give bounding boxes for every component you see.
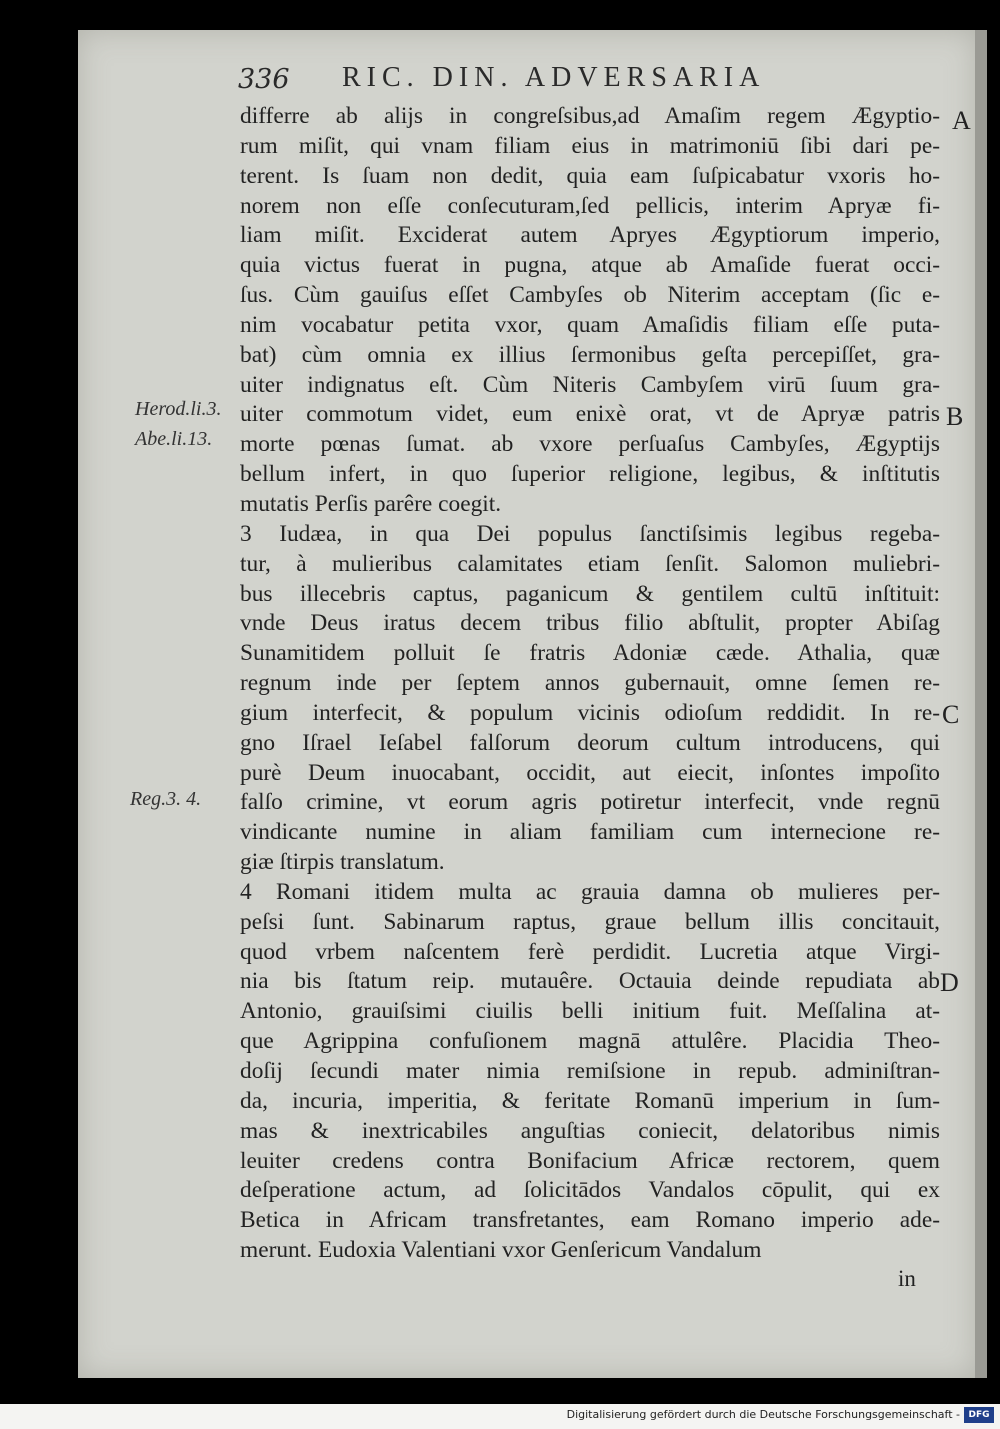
- text-line: nim vocabatur petita vxor, quam Amaſidis filiam eſſe puta-: [240, 311, 940, 338]
- page-edge: [975, 30, 987, 1378]
- margin-note-abel: Abe.li.13.: [135, 428, 213, 450]
- text-line: morte pœnas ſumat. ab vxore perſuaſus Cambyſes, Ægyptijs: [240, 431, 940, 458]
- text-line: peſsi ſunt. Sabinarum raptus, graue bellum illis concitauit,: [240, 908, 940, 935]
- text-line: uiter indignatus eſt. Cùm Niteris Cambyſem virū ſuum gra-: [240, 371, 940, 398]
- text-line: regnum inde per ſeptem annos gubernauit, omne ſemen re-: [240, 670, 940, 697]
- text-line: purè Deum inuocabant, occidit, aut eiecit, inſontes impoſito: [240, 759, 940, 786]
- text-line: bellum infert, in quo ſuperior religione, legibus, & inſtitutis: [240, 461, 940, 488]
- dfg-logo: DFG: [964, 1407, 994, 1423]
- text-line: rum miſit, qui vnam filiam eius in matrimoniū ſibi dari pe-: [240, 132, 940, 159]
- text-line: nia bis ſtatum reip. mutauêre. Octauia deinde repudiata ab: [240, 968, 940, 995]
- text-line: uiter commotum videt, eum enixè orat, vt de Apryæ patris: [240, 401, 940, 428]
- catchword: in: [898, 1266, 916, 1291]
- text-line: doſij ſecundi mater nimia remiſsione in repub. adminiſtran-: [240, 1058, 940, 1084]
- text-line: gium interfecit, & populum vicinis odioſum reddidit. In re-: [240, 699, 940, 726]
- page-header: [238, 62, 838, 102]
- text-line: falſo crimine, vt eorum agris potiretur interfecit, vnde regnū: [240, 789, 940, 816]
- text-line: liam miſit. Exciderat autem Apryes Ægyptiorum imperio,: [240, 222, 940, 249]
- page-number: 336: [238, 64, 290, 95]
- text-line: differre ab alijs in congreſsibus,ad Amaſim regem Ægyptio-: [240, 103, 940, 129]
- text-line: deſperatione actum, ad ſolicitādos Vandalos cōpulit, qui ex: [240, 1177, 940, 1204]
- section-letter-b: B: [946, 402, 964, 431]
- margin-note-herodotus: Herod.li.3.: [135, 398, 222, 420]
- section-letter-d: D: [940, 968, 959, 997]
- text-line: Antonio, grauiſsimi ciuilis belli initium fuit. Meſſalina at-: [240, 998, 940, 1025]
- section-letter-c: C: [942, 700, 960, 729]
- body-text: [240, 102, 940, 1266]
- text-line: 3 Iudæa, in qua Dei populus ſanctiſsimis legibus regeba-: [240, 520, 940, 547]
- running-title: RIC. DIN. ADVERSARIA: [342, 62, 766, 93]
- text-line: merunt. Eudoxia Valentiani vxor Genſericum Vandalum: [240, 1237, 762, 1264]
- footer-bar: [0, 1404, 1000, 1429]
- text-line: norem non eſſe conſecuturam,ſed pellicis, interim Apryæ fi-: [240, 192, 940, 219]
- section-letter-a: A: [952, 106, 971, 135]
- text-line: mas & inextricabiles anguſtias coniecit, delatoribus nimis: [240, 1117, 940, 1144]
- text-line: da, incuria, imperitia, & feritate Romanū imperium in ſum-: [240, 1087, 940, 1114]
- footer-credit: Digitalisierung gefördert durch die Deutsche Forschungsgemeinschaft -: [566, 1408, 960, 1421]
- text-line: que Agrippina confuſionem magnā attulêre. Placidia Theo-: [240, 1028, 940, 1055]
- text-line: gno Iſrael Ieſabel falſorum deorum cultum introducens, qui: [240, 729, 940, 756]
- text-line: terent. Is ſuam non dedit, quia eam ſuſpicabatur vxoris ho-: [240, 162, 940, 189]
- text-line: mutatis Perſis parêre coegit.: [240, 490, 502, 517]
- text-line: quia victus fuerat in pugna, atque ab Amaſide fuerat occi-: [240, 252, 940, 279]
- text-line: Sunamitidem polluit ſe fratris Adoniæ cæde. Athalia, quæ: [240, 640, 940, 667]
- text-line: 4 Romani itidem multa ac grauia damna ob mulieres per-: [240, 878, 940, 905]
- text-line: ſus. Cùm gauiſus eſſet Cambyſes ob Niterim acceptam (ſic e-: [240, 282, 940, 309]
- text-line: giæ ſtirpis translatum.: [240, 849, 445, 876]
- text-line: quod vrbem naſcentem ferè perdidit. Lucretia atque Virgi-: [240, 938, 940, 965]
- text-line: bus illecebris captus, paganicum & gentilem cultū inſtituit:: [240, 580, 940, 607]
- text-line: vindicante numine in aliam familiam cum internecione re-: [240, 819, 940, 846]
- text-line: Betica in Africam transfretantes, eam Romano imperio ade-: [240, 1207, 940, 1234]
- text-line: leuiter credens contra Bonifacium Africæ rectorem, quem: [240, 1147, 940, 1174]
- text-line: vnde Deus iratus decem tribus filio abſtulit, propter Abiſag: [240, 610, 940, 637]
- text-line: tur, à mulieribus calamitates etiam ſenſit. Salomon muliebri-: [240, 550, 940, 577]
- text-line: bat) cùm omnia ex illius ſermonibus geſta percepiſſet, gra-: [240, 341, 940, 368]
- margin-note-reg: Reg.3. 4.: [130, 788, 202, 810]
